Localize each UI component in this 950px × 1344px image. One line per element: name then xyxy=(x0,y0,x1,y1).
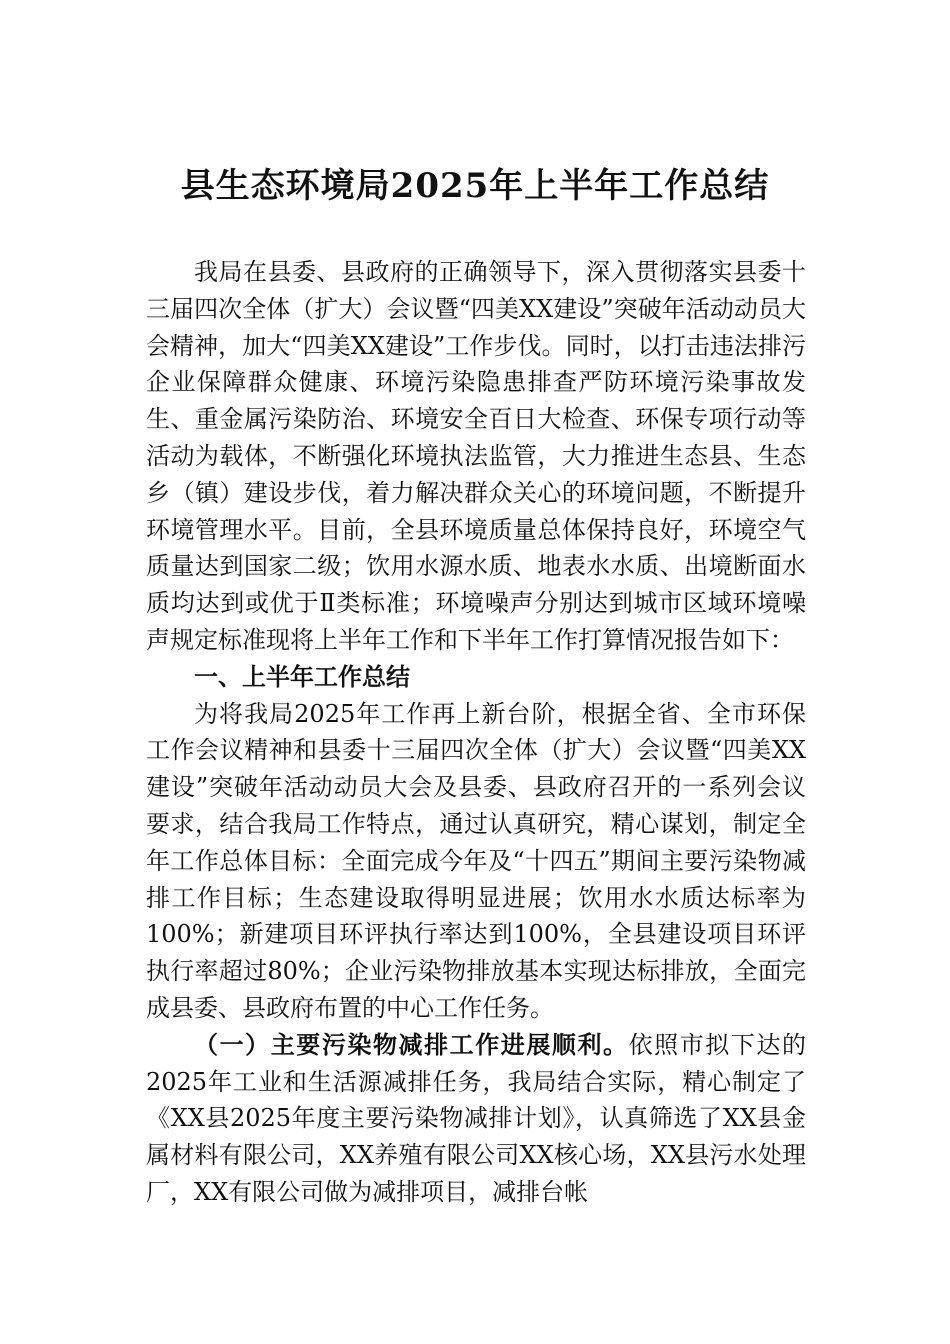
section-heading-first-half-summary: 一、上半年工作总结 xyxy=(194,662,410,691)
intro-paragraph: 我局在县委、县政府的正确领导下，深入贯彻落实县委十三届四次全体（扩大）会议暨“四美XX建设”突破年活动动员大会精神，加大“四美XX建设”工作步伐。同时，以打击违法排污企业保障群众健康、环境污染隐患排查严防环境污染事故发生、重金属污染防治、环境安全百日大检查、环保专项行动等活动为载体，不断强化环境执法监管，大力推进生态县、生态乡（镇）建设步伐，着力解决群众关心的环境问题，不断提升环境管理水平。目前，全县环境质量总体保持良好，环境空气质量达到国家二级；饮用水源水质、地表水水质、出境断面水质均达到或优于Ⅱ类标准；环境噪声分别达到城市区域环境噪声规定标准现将上半年工作和下半年工作打算情况报告如下： xyxy=(146,258,806,654)
subsection-body-text: 依照市拟下达的2025年工业和生活源减排任务，我局结合实际，精心制定了《XX县2025年度主要污染物减排计划》，认真筛选了XX县金属材料有限公司，XX养殖有限公司XX核心场，XX县污水处理厂，XX有限公司做为减排项目，减排台帐 xyxy=(146,1030,807,1206)
subsection-lead-text: （一）主要污染物减排工作进展顺利。 xyxy=(194,1029,629,1059)
document-title: 县生态环境局2025年上半年工作总结 xyxy=(180,166,770,206)
document-body xyxy=(146,254,806,1211)
subsection-paragraph-emission-reduction xyxy=(146,1027,806,1211)
section-paragraph-goals: 为将我局2025年工作再上新台阶，根据全省、全市环保工作会议精神和县委十三届四次全体（扩大）会议暨“四美XX建设”突破年活动动员大会及县委、县政府召开的一系列会议要求，结合我局工作特点，通过认真研究，精心谋划，制定全年工作总体目标：全面完成今年及“十四五”期间主要污染物减排工作目标；生态建设取得明显进展；饮用水水质达标率为100%；新建项目环评执行率达到100%，全县建设项目环评执行率超过80%；企业污染物排放基本实现达标排放，全面完成县委、县政府布置的中心工作任务。 xyxy=(146,699,806,1022)
